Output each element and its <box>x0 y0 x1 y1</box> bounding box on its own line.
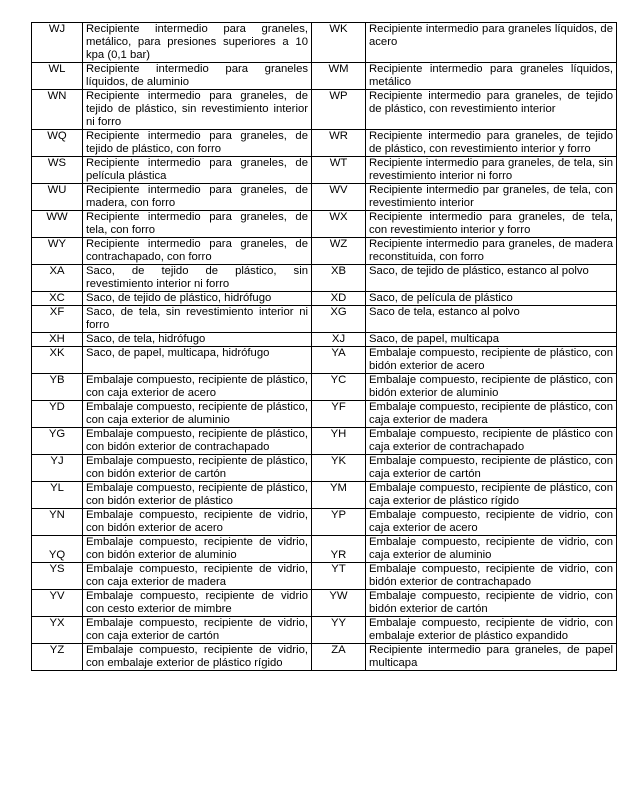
table-row <box>32 644 617 671</box>
code-cell: YM <box>312 482 366 509</box>
description-cell: Saco, de papel, multicapa <box>366 333 617 347</box>
table-row <box>32 211 617 238</box>
code-cell: ZA <box>312 644 366 671</box>
table-row <box>32 333 617 347</box>
description-cell: Recipiente intermedio par graneles, de tela, con revestimiento interior <box>366 184 617 211</box>
table-row <box>32 455 617 482</box>
code-cell: YD <box>32 401 83 428</box>
table-row <box>32 617 617 644</box>
description-cell: Recipiente intermedio para graneles, de tejido de plástico, con revestimiento interior <box>366 90 617 130</box>
description-cell: Embalaje compuesto, recipiente de plástico, con caja exterior de cartón <box>366 455 617 482</box>
table-row <box>32 347 617 374</box>
code-cell: YS <box>32 563 83 590</box>
table-row <box>32 184 617 211</box>
table-row <box>32 590 617 617</box>
description-cell: Recipiente intermedio para graneles, metálico, para presiones superiores a 10 kpa (0,1 bar) <box>83 23 312 63</box>
table-row <box>32 482 617 509</box>
description-cell: Saco, de tejido de plástico, estanco al polvo <box>366 265 617 292</box>
code-cell: YX <box>32 617 83 644</box>
code-cell: XH <box>32 333 83 347</box>
description-cell: Saco, de tejido de plástico, hidrófugo <box>83 292 312 306</box>
table-row <box>32 130 617 157</box>
code-cell: YW <box>312 590 366 617</box>
description-cell: Embalaje compuesto, recipiente de plástico, con bidón exterior de acero <box>366 347 617 374</box>
code-cell: WK <box>312 23 366 63</box>
description-cell: Saco, de papel, multicapa, hidrófugo <box>83 347 312 374</box>
description-cell: Recipiente intermedio para graneles líquidos, de acero <box>366 23 617 63</box>
code-cell: YQ <box>32 536 83 563</box>
table-row <box>32 509 617 536</box>
description-cell: Saco, de tela, hidrófugo <box>83 333 312 347</box>
description-cell: Recipiente intermedio para graneles, de tejido de plástico, con forro <box>83 130 312 157</box>
code-cell: YP <box>312 509 366 536</box>
description-cell: Embalaje compuesto, recipiente de plástico, con caja exterior de plástico rígido <box>366 482 617 509</box>
code-cell: YY <box>312 617 366 644</box>
description-cell: Saco, de película de plástico <box>366 292 617 306</box>
description-cell: Embalaje compuesto, recipiente de vidrio, con caja exterior de aluminio <box>366 536 617 563</box>
code-cell: YN <box>32 509 83 536</box>
description-cell: Saco de tela, estanco al polvo <box>366 306 617 333</box>
table-row <box>32 563 617 590</box>
description-cell: Recipiente intermedio para graneles, de tela, sin revestimiento interior ni forro <box>366 157 617 184</box>
code-cell: WQ <box>32 130 83 157</box>
code-cell: WT <box>312 157 366 184</box>
code-cell: YG <box>32 428 83 455</box>
code-cell: YA <box>312 347 366 374</box>
table-body <box>32 23 617 671</box>
code-cell: YT <box>312 563 366 590</box>
table-row <box>32 401 617 428</box>
code-cell: XC <box>32 292 83 306</box>
table-row <box>32 536 617 563</box>
code-cell: WP <box>312 90 366 130</box>
table-row <box>32 265 617 292</box>
description-cell: Embalaje compuesto, recipiente de plástico, con bidón exterior de aluminio <box>366 374 617 401</box>
description-cell: Embalaje compuesto, recipiente de vidrio, con caja exterior de cartón <box>83 617 312 644</box>
description-cell: Embalaje compuesto, recipiente de vidrio, con bidón exterior de cartón <box>366 590 617 617</box>
code-cell: YK <box>312 455 366 482</box>
description-cell: Recipiente intermedio para graneles, de madera reconstituida, con forro <box>366 238 617 265</box>
code-cell: YV <box>32 590 83 617</box>
code-cell: WY <box>32 238 83 265</box>
description-cell: Embalaje compuesto, recipiente de vidrio, con caja exterior de madera <box>83 563 312 590</box>
code-cell: XB <box>312 265 366 292</box>
description-cell: Embalaje compuesto, recipiente de vidrio, con bidón exterior de acero <box>83 509 312 536</box>
description-cell: Embalaje compuesto, recipiente de plástico, con bidón exterior de cartón <box>83 455 312 482</box>
code-cell: YZ <box>32 644 83 671</box>
code-cell: WX <box>312 211 366 238</box>
table-row <box>32 23 617 63</box>
table-row <box>32 292 617 306</box>
description-cell: Embalaje compuesto, recipiente de vidrio, con embalaje exterior de plástico rígido <box>83 644 312 671</box>
description-cell: Embalaje compuesto, recipiente de plástico, con caja exterior de aluminio <box>83 401 312 428</box>
description-cell: Saco, de tejido de plástico, sin revestimiento interior ni forro <box>83 265 312 292</box>
table-row <box>32 238 617 265</box>
code-cell: YL <box>32 482 83 509</box>
code-cell: WV <box>312 184 366 211</box>
description-cell: Saco, de tela, sin revestimiento interior ni forro <box>83 306 312 333</box>
code-cell: WJ <box>32 23 83 63</box>
table-row <box>32 428 617 455</box>
table-row <box>32 306 617 333</box>
description-cell: Embalaje compuesto, recipiente de plástico, con caja exterior de acero <box>83 374 312 401</box>
description-cell: Recipiente intermedio para graneles, de tela, con forro <box>83 211 312 238</box>
code-cell: WS <box>32 157 83 184</box>
description-cell: Embalaje compuesto, recipiente de vidrio con cesto exterior de mimbre <box>83 590 312 617</box>
description-cell: Embalaje compuesto, recipiente de plástico, con caja exterior de madera <box>366 401 617 428</box>
description-cell: Embalaje compuesto, recipiente de plástico, con bidón exterior de contrachapado <box>83 428 312 455</box>
table-row <box>32 157 617 184</box>
description-cell: Embalaje compuesto, recipiente de vidrio, con bidón exterior de contrachapado <box>366 563 617 590</box>
code-cell: XK <box>32 347 83 374</box>
description-cell: Recipiente intermedio para graneles, de tejido de plástico, sin revestimiento interior ni forro <box>83 90 312 130</box>
description-cell: Embalaje compuesto, recipiente de vidrio, con embalaje exterior de plástico expandido <box>366 617 617 644</box>
code-cell: YH <box>312 428 366 455</box>
code-cell: WR <box>312 130 366 157</box>
description-cell: Recipiente intermedio para graneles, de contrachapado, con forro <box>83 238 312 265</box>
packaging-codes-table <box>31 22 617 671</box>
code-cell: WZ <box>312 238 366 265</box>
description-cell: Recipiente intermedio para graneles, de película plástica <box>83 157 312 184</box>
description-cell: Embalaje compuesto, recipiente de plástico con caja exterior de contrachapado <box>366 428 617 455</box>
code-cell: XJ <box>312 333 366 347</box>
code-cell: WW <box>32 211 83 238</box>
code-cell: XF <box>32 306 83 333</box>
table-row <box>32 63 617 90</box>
code-cell: XD <box>312 292 366 306</box>
code-cell: WU <box>32 184 83 211</box>
description-cell: Embalaje compuesto, recipiente de vidrio, con caja exterior de acero <box>366 509 617 536</box>
code-cell: WM <box>312 63 366 90</box>
description-cell: Recipiente intermedio para graneles, de tejido de plástico, con revestimiento interior y forro <box>366 130 617 157</box>
code-cell: XG <box>312 306 366 333</box>
code-cell: YC <box>312 374 366 401</box>
table-row <box>32 374 617 401</box>
table-row <box>32 90 617 130</box>
code-cell: YR <box>312 536 366 563</box>
description-cell: Embalaje compuesto, recipiente de vidrio, con bidón exterior de aluminio <box>83 536 312 563</box>
description-cell: Recipiente intermedio para graneles líquidos, de aluminio <box>83 63 312 90</box>
code-cell: YJ <box>32 455 83 482</box>
description-cell: Recipiente intermedio para graneles, de papel multicapa <box>366 644 617 671</box>
code-cell: XA <box>32 265 83 292</box>
description-cell: Recipiente intermedio para graneles líquidos, metálico <box>366 63 617 90</box>
code-cell: YF <box>312 401 366 428</box>
code-cell: WL <box>32 63 83 90</box>
description-cell: Recipiente intermedio para graneles, de madera, con forro <box>83 184 312 211</box>
code-cell: WN <box>32 90 83 130</box>
description-cell: Embalaje compuesto, recipiente de plástico, con bidón exterior de plástico <box>83 482 312 509</box>
description-cell: Recipiente intermedio para graneles, de tela, con revestimiento interior y forro <box>366 211 617 238</box>
code-cell: YB <box>32 374 83 401</box>
